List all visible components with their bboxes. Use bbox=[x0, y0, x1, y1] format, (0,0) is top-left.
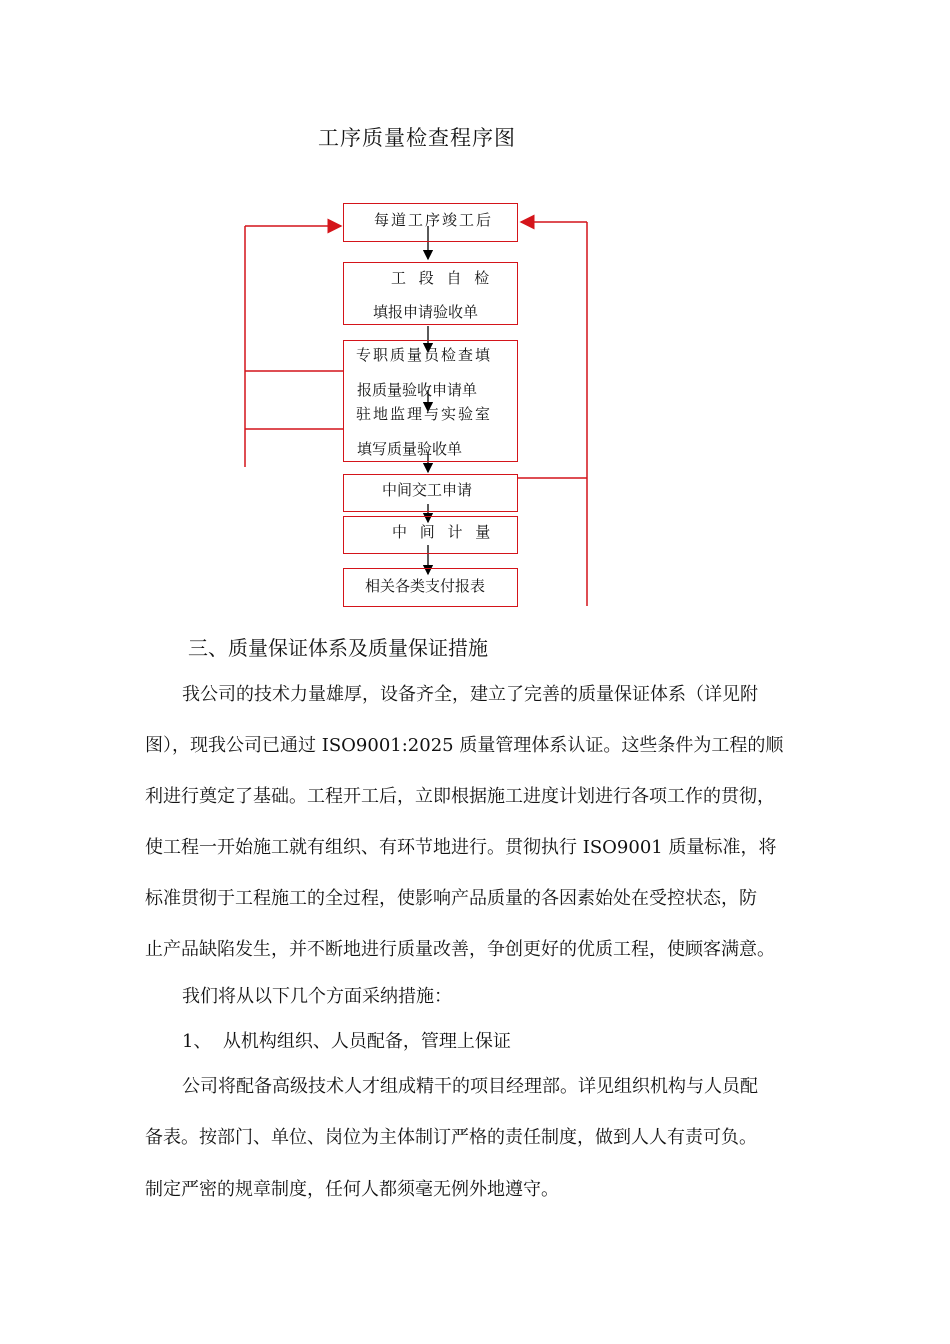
flow-step-2-line-2: 填报申请验收单 bbox=[373, 303, 479, 321]
paragraph-3-line-3: 制定严密的规章制度，任何人都须毫无例外地遵守。 bbox=[145, 1179, 559, 1200]
flowchart-title: 工序质量检查程序图 bbox=[318, 126, 516, 150]
flow-step-3-4 bbox=[343, 340, 518, 462]
right-feedback-loop bbox=[518, 222, 587, 606]
flow-step-4-line-1: 驻地监理与实验室 bbox=[356, 405, 493, 423]
flow-step-5-text: 中间交工申请 bbox=[382, 481, 473, 499]
paragraph-1-line-1: 我公司的技术力量雄厚，设备齐全，建立了完善的质量保证体系（详见附 bbox=[182, 684, 758, 705]
flow-step-7 bbox=[343, 568, 518, 607]
paragraph-1-line-5: 标准贯彻于工程施工的全过程，使影响产品质量的各因素始处在受控状态，防 bbox=[145, 888, 757, 909]
paragraph-1-line-4: 使工程一开始施工就有组织、有环节地进行。贯彻执行 ISO9001 质量标准，将 bbox=[145, 837, 777, 858]
paragraph-2: 我们将从以下几个方面采纳措施： bbox=[182, 986, 452, 1007]
flow-step-2 bbox=[343, 262, 518, 325]
paragraph-1-line-3: 利进行奠定了基础。工程开工后，立即根据施工进度计划进行各项工作的贯彻， bbox=[145, 786, 775, 807]
paragraph-3-line-1: 公司将配备高级技术人才组成精干的项目经理部。详见组织机构与人员配 bbox=[182, 1076, 758, 1097]
flow-step-1-text: 每道工序竣工后 bbox=[374, 211, 494, 229]
paragraph-1-line-2: 图），现我公司已通过 ISO9001:2025 质量管理体系认证。这些条件为工程的顺 bbox=[145, 735, 784, 756]
flow-step-6-text: 中 间 计 量 bbox=[392, 523, 495, 541]
flow-step-4-line-2: 填写质量验收单 bbox=[357, 440, 463, 458]
left-feedback-loop bbox=[245, 226, 344, 467]
paragraph-3-line-2: 备表。按部门、单位、岗位为主体制订严格的责任制度，做到人人有责可负。 bbox=[145, 1127, 757, 1148]
flow-step-6 bbox=[343, 516, 518, 554]
flow-step-2-line-1: 工 段 自 检 bbox=[391, 269, 494, 287]
section-heading: 三、质量保证体系及质量保证措施 bbox=[188, 636, 488, 660]
flow-step-5 bbox=[343, 474, 518, 512]
flow-step-7-text: 相关各类支付报表 bbox=[365, 577, 486, 595]
flow-step-3-line-1: 专职质量员检查填 bbox=[356, 346, 493, 364]
flow-step-3-line-2: 报质量验收申请单 bbox=[357, 381, 478, 399]
paragraph-1-line-6: 止产品缺陷发生，并不断地进行质量改善，争创更好的优质工程，使顾客满意。 bbox=[145, 939, 775, 960]
list-item-1: 1、 从机构组织、人员配备，管理上保证 bbox=[182, 1031, 511, 1052]
flow-step-1 bbox=[343, 203, 518, 242]
